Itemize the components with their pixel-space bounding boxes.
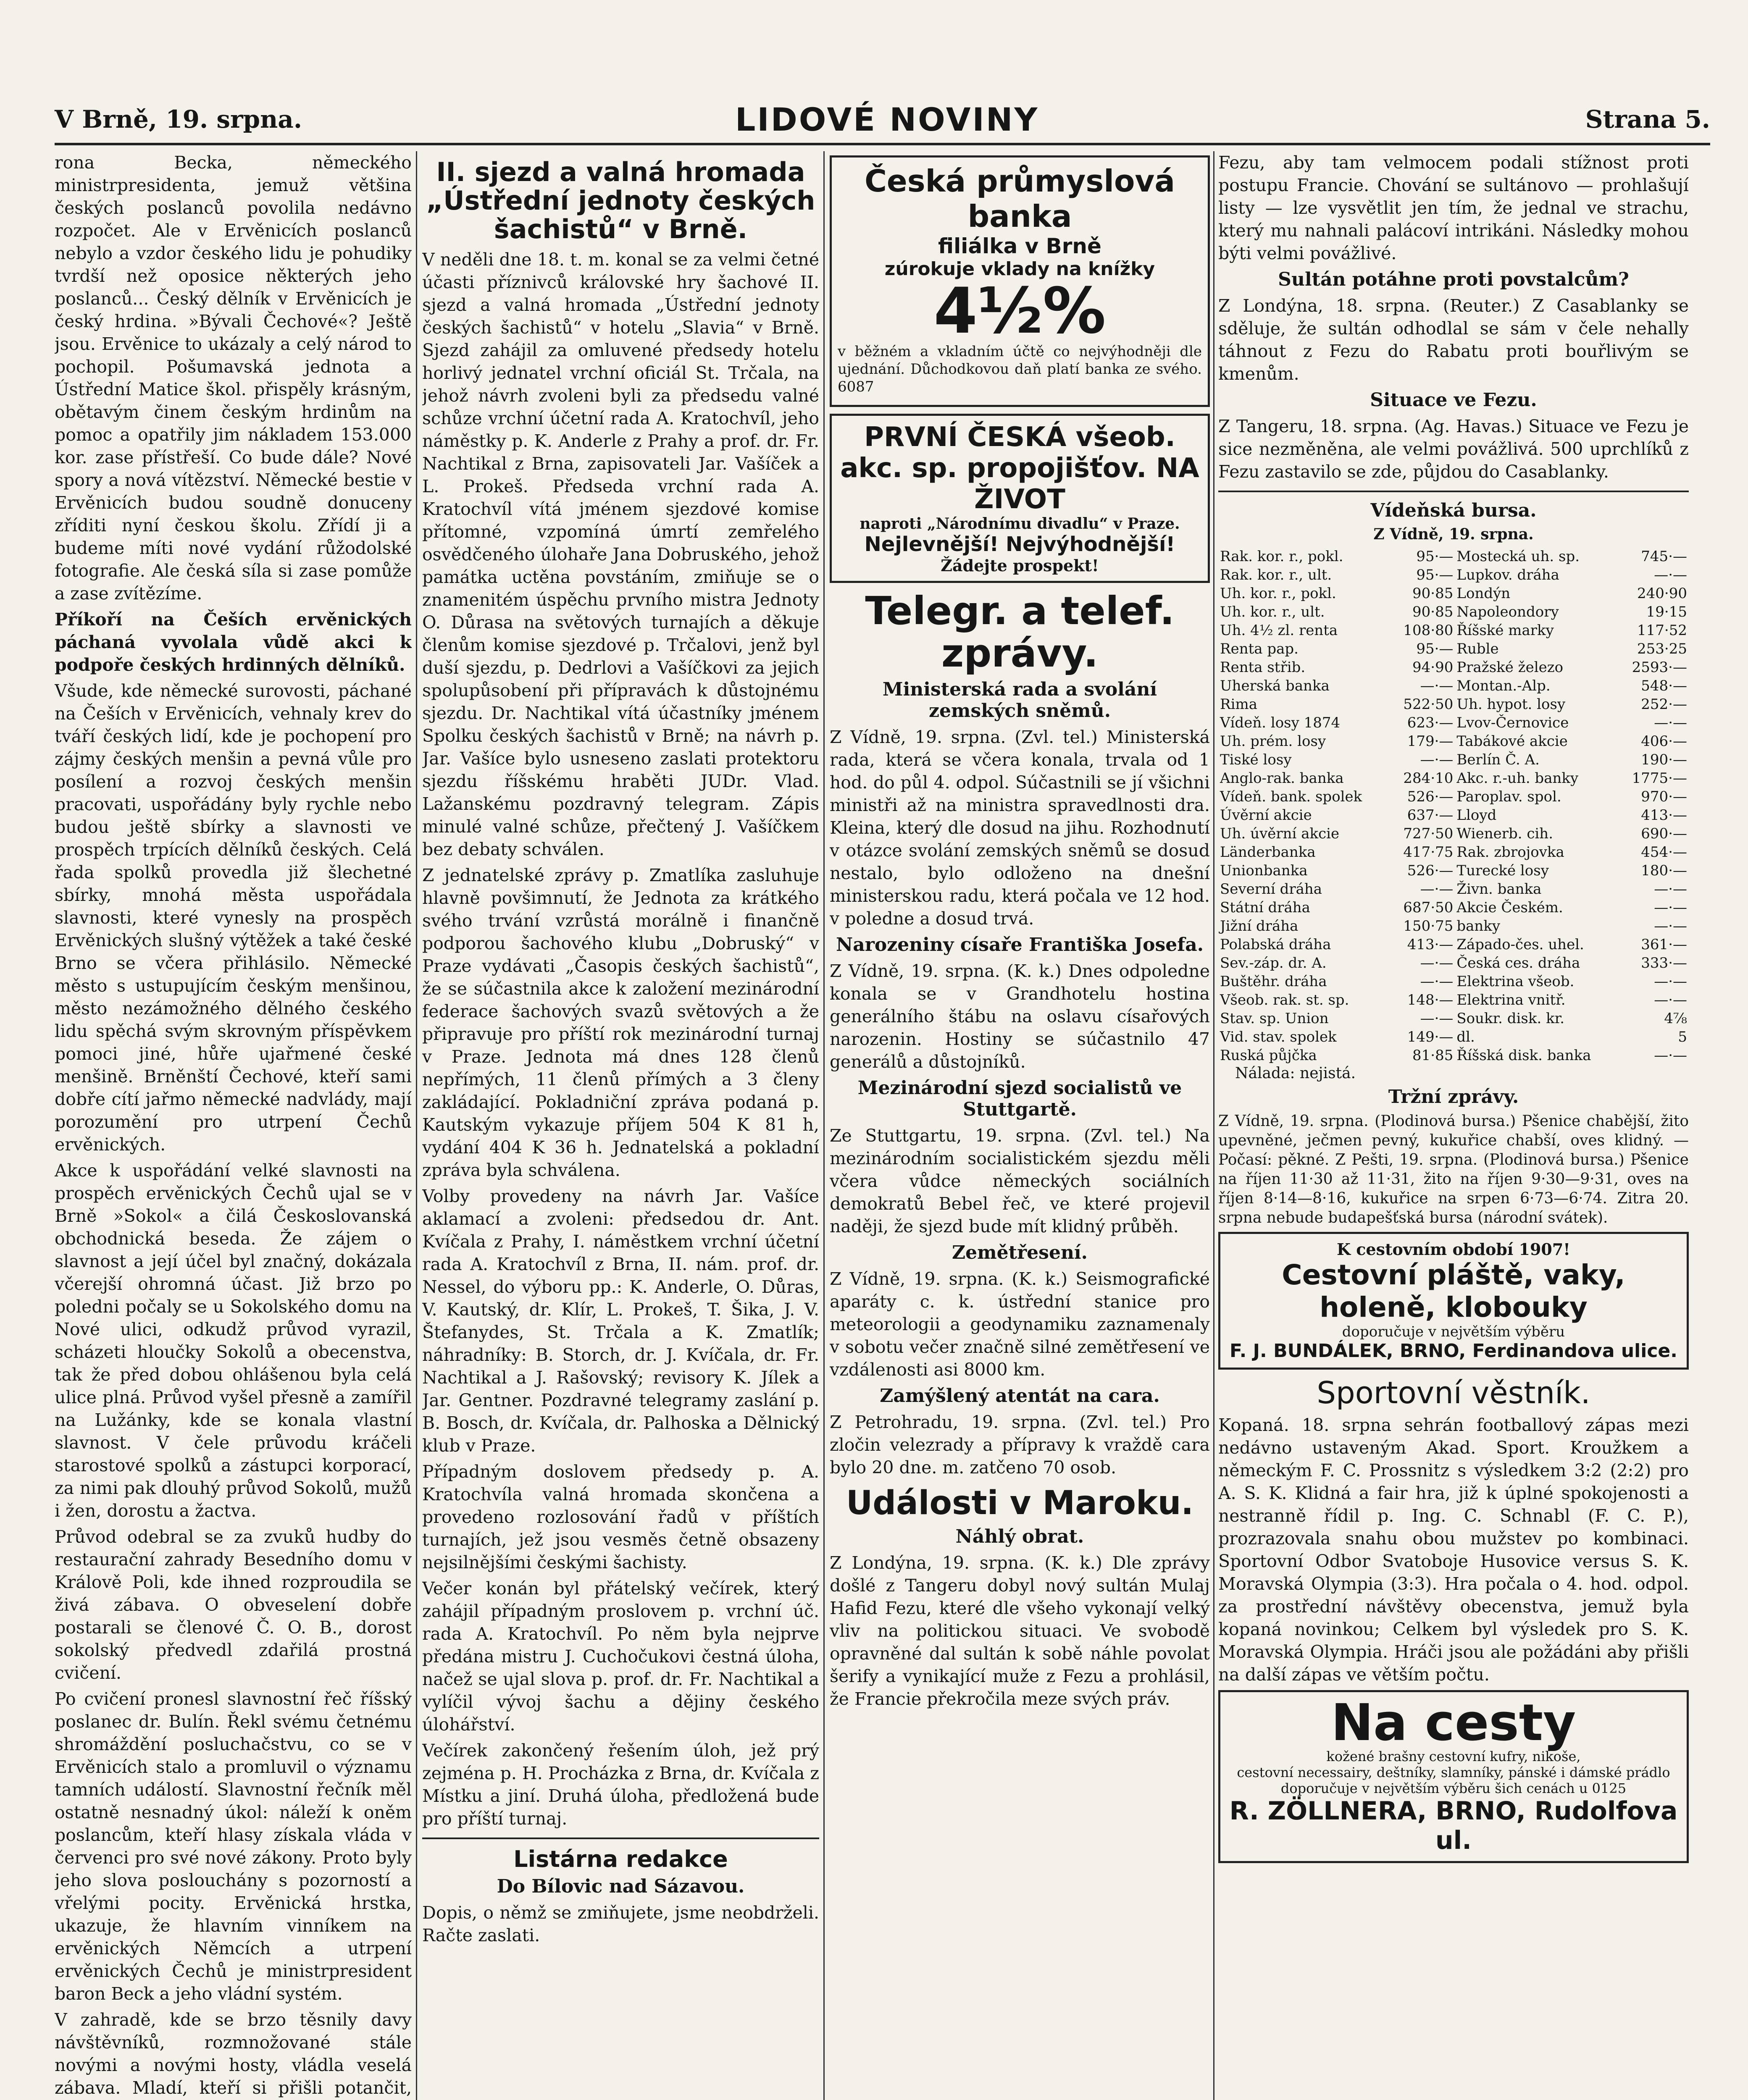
bursa-cell: Rak. kor. r., pokl. (1220, 548, 1343, 565)
bursa-cell: 454·— (1641, 844, 1687, 861)
article-paragraph: Z Vídně, 19. srpna. (Zvl. tel.) Ministerská rada, která se včera konala, trvala od 1 hod. do půl 4. odpol. Súčastnili se jí všichni ministři až na ministra spravedlnosti dra. Kleina, který dle dosud na jihu. Rozhodnutí v otázce svolání zemských sněmů se dosud nestalo, bylo odloženo na dnešní ministerskou radu, která počala ve 12 hod. v poledne a dosud trvá. (830, 727, 1210, 929)
bursa-cell: 190·— (1641, 751, 1687, 768)
bursa-row (1218, 1028, 1689, 1046)
coat-main: Cestovní pláště, vaky, holeně, klobouky (1282, 1259, 1625, 1323)
bursa-row (1218, 935, 1689, 954)
bursa-row (1218, 954, 1689, 972)
insurance-advert (830, 414, 1210, 583)
bursa-row (1218, 991, 1689, 1009)
bursa-cell: 284·10 (1403, 770, 1454, 787)
bursa-row (1218, 547, 1689, 566)
article-paragraph: Průvod odebral se za zvuků hudby do restaurační zahrady Besedního domu v Králově Poli, kde ihned rozproudila se živá zábava. O obveselení dobře postarali se členové Č. O. B., dorost sokolský předvedl zdařilá prostná cvičení. (55, 1527, 412, 1683)
bursa-cell: Wienerb. cih. (1456, 825, 1553, 842)
bursa-row (1218, 732, 1689, 751)
bursa-row (1218, 603, 1689, 621)
bursa-cell: Říšské marky (1456, 622, 1554, 639)
bursa-cell: 637·— (1407, 807, 1454, 824)
bursa-cell: Sev.-záp. dr. A. (1220, 955, 1327, 971)
sport-title: Sportovní věstník. (1317, 1375, 1590, 1410)
bursa-cell: 361·— (1641, 936, 1687, 953)
bursa-cell: 240·90 (1637, 585, 1687, 602)
bursa-cell: Uh. kor. r., ult. (1220, 604, 1325, 620)
bursa-cell: Ruská půjčka (1220, 1047, 1317, 1064)
bursa-row (1218, 751, 1689, 769)
section-subtitle: Zamýšlený atentát na cara. (880, 1385, 1160, 1407)
bursa-row (1218, 695, 1689, 714)
listarna-text: Dopis, o němž se zmiňujete, jsme neobdrželi. Račte zaslati. (422, 1902, 819, 1945)
bursa-cell: 94·90 (1412, 659, 1454, 676)
bursa-cell: Länderbanka (1220, 844, 1316, 861)
bursa-cell: Berlín Č. A. (1456, 751, 1540, 768)
listarna-title: Listárna redakce (513, 1845, 728, 1872)
bursa-cell: —·— (1654, 881, 1687, 898)
page-number: Strana 5. (1585, 105, 1710, 134)
article-paragraph: Večer konán byl přátelský večírek, který zahájil případným proslovem p. vrchní úč. rada A. Kratochvíl. Po něm byla nejprve předána mistru J. Cuchočukovi čestná úloha, načež se ujal slova p. prof. dr. Fr. Nachtikal a vylíčil vývoj šachu a dějiny českého úlohářství. (422, 1578, 819, 1735)
bursa-cell: 179·— (1407, 733, 1454, 750)
bursa-cell: 417·75 (1403, 844, 1454, 861)
insurance-request: Žádejte prospekt! (941, 556, 1099, 575)
bursa-cell: 252·— (1641, 696, 1687, 713)
bursa-cell: Lloyd (1456, 807, 1497, 824)
bursa-row (1218, 621, 1689, 640)
bursa-row (1218, 972, 1689, 991)
bursa-cell: Uh. hypot. losy (1456, 696, 1566, 713)
bursa-cell: Uh. kor. r., pokl. (1220, 585, 1336, 602)
page-header (55, 97, 1710, 145)
bursa-cell: 727·50 (1403, 825, 1454, 842)
bursa-cell: 95·— (1416, 567, 1454, 583)
bursa-cell: Česká ces. dráha (1456, 955, 1580, 971)
coat-firm: F. J. BUNDÁLEK, BRNO, Ferdinandova ulice. (1230, 1340, 1677, 1362)
bursa-row (1218, 806, 1689, 824)
bank-line: zúrokuje vklady na knížky (884, 258, 1155, 280)
header-dateline: V Brně, 19. srpna. (55, 105, 302, 134)
bursa-cell: 95·— (1416, 548, 1454, 565)
column-4 (1218, 151, 1689, 2100)
bursa-cell: 19·15 (1646, 604, 1687, 620)
bursa-cell: Všeob. rak. st. sp. (1220, 992, 1349, 1008)
bursa-cell: Uh. 4½ zl. renta (1220, 622, 1338, 639)
bursa-cell: —·— (1420, 973, 1454, 990)
bursa-row (1218, 788, 1689, 806)
column-rule (1213, 151, 1214, 2100)
bursa-cell: Vídeň. bank. spolek (1220, 788, 1362, 805)
bursa-row (1218, 880, 1689, 898)
coat-top: K cestovním období 1907! (1337, 1240, 1570, 1259)
article-paragraph: Večírek zakončený řešením úloh, jež prý zejména p. H. Procházka z Brna, dr. Kvíčala z Místku a jiní. Druhá úloha, předložená bude pro příští turnaj. (422, 1740, 819, 1829)
bank-rate: 4½% (933, 275, 1106, 348)
article-paragraph: Z Tangeru, 18. srpna. (Ag. Havas.) Situace ve Fezu je sice nezměněna, ale velmi povážlivá. 500 uprchlíků z Fezu zastavilo se zde, půjdou do Casablanky. (1218, 416, 1689, 482)
bursa-cell: Severní dráha (1220, 881, 1322, 898)
article-paragraph: Volby provedeny na návrh Jar. Vašíce aklamací a zvoleni: předsedou dr. Ant. Kvíčala z Prahy, I. náměstkem vrchní účetní rada A. Kratochvíl z Brna, II. nám. prof. dr. Nessel, do výboru pp.: K. Anderle, O. Důras, V. Kautský, dr. Klír, L. Prokeš, T. Šika, J. V. Štefanydes, St. Trčala a K. Zmatlík; náhradníky: B. Storch, dr. J. Kvíčala, dr. Fr. Nachtikal a J. Rašovský; revisory K. Jílek a Jar. Gentner. Pozdravné telegramy zaslání p. B. Bosch, dr. Kvíčala, dr. Palhoska a Dělnický klub v Praze. (422, 1186, 819, 1456)
article-paragraph: Fezu, aby tam velmocem podali stížnost proti postupu Francie. Chování se sultánovo — prohlašují listy — lze vysvětlit jen tím, že jednal ve strachu, který mu nahnali palácoví intrikáni. Následky mohou býti velmi povážlivé. (1218, 152, 1689, 263)
bursa-cell: Unionbanka (1220, 862, 1308, 879)
bursa-row (1218, 861, 1689, 880)
bursa-cell: Montan.-Alp. (1456, 677, 1551, 694)
bursa-cell: Rak. zbrojovka (1456, 844, 1564, 861)
bursa-date: Z Vídně, 19. srpna. (1373, 525, 1534, 543)
bursa-cell: 148·— (1407, 992, 1454, 1008)
bursa-cell: —·— (1420, 751, 1454, 768)
bursa-row (1218, 566, 1689, 584)
article-paragraph: V zahradě, kde se brzo těsnily davy návštěvníků, rozmnožované stále novými a novými hosty, vládla veselá zábava. Mladí, kteří si přišli potančit, (55, 2010, 412, 2098)
bursa-row (1218, 898, 1689, 917)
divider (1218, 491, 1689, 492)
bursa-cell: —·— (1420, 677, 1454, 694)
bank-title: Česká průmyslová banka (865, 163, 1175, 234)
travel-title: Na cesty (1331, 1694, 1576, 1753)
bursa-cell: 333·— (1641, 955, 1687, 971)
listarna-subtitle: Do Bílovic nad Sázavou. (497, 1875, 745, 1897)
bursa-cell: 81·85 (1412, 1047, 1454, 1064)
article-paragraph: Z Vídně, 19. srpna. (K. k.) Seismografické aparáty c. k. ústřední stanice pro meteorologii a geodynamiku zaznamenaly v sobotu večer značně silné zemětřesení ve vzdálenosti asi 8000 km. (830, 1269, 1210, 1380)
bursa-cell: 180·— (1641, 862, 1687, 879)
trzni-title: Tržní zprávy. (1388, 1086, 1519, 1108)
bursa-cell: Ruble (1456, 640, 1499, 657)
article-paragraph: Příkoří na Češích ervěnických páchaná vyvolala vůdě akci k podpoře českých hrdinných dělníků. (55, 609, 412, 675)
bursa-cell: 4⅞ (1664, 1010, 1687, 1027)
bursa-cell: Rima (1220, 696, 1257, 713)
bursa-cell: 522·50 (1403, 696, 1454, 713)
bursa-cell: 526·— (1407, 788, 1454, 805)
bursa-row (1218, 714, 1689, 732)
chess-article-title: II. sjezd a valná hromada „Ústřední jednoty českých šachistů“ v Brně. (426, 157, 815, 245)
article-paragraph: Případným doslovem předsedy p. A. Kratochvíla valná hromada skončena a provedeno rozlosování řadů v příštích turnajích, jež jsou vesměs četně obsazeny nejsilnějšími českými šachisty. (422, 1461, 819, 1572)
bursa-cell: —·— (1420, 955, 1454, 971)
bursa-cell: Mostecká uh. sp. (1456, 548, 1580, 565)
column-rule (416, 151, 417, 2100)
bursa-cell: —·— (1654, 714, 1687, 731)
bursa-cell: Uherská banka (1220, 677, 1330, 694)
bursa-cell: Renta střib. (1220, 659, 1306, 676)
bursa-cell: —·— (1654, 567, 1687, 583)
bursa-cell: —·— (1654, 1047, 1687, 1064)
bursa-cell: 2593·— (1632, 659, 1687, 676)
sport-text: Kopaná. 18. srpna sehrán footballový zápas mezi nedávno ustaveným Akad. Sport. Kroužkem a německým F. C. Prossnitz s výsledkem 3:2 (2:2) pro A. S. K. Klidná a fair hra, již k úplné spokojenosti a nestranně řídil p. Ing. C. Schnabl (F. C. P.), prozrazovala snahu obou mužstev po kombinaci. Sportovní Odbor Svatoboje Husovice versus S. K. Moravská Olympia (3:3). Hra počala o 4. hod. odpol. za prostřední návštěvy obecenstva, jemuž byla kopaná novinkou; Celkem byl výsledek pro S. K. Moravská Olympia. Hráči jsou ale požádáni aby přišli na další zápas ve větším počtu. (1218, 1415, 1689, 1685)
section-subtitle: Narozeniny císaře Františka Josefa. (836, 934, 1204, 956)
column-rule (823, 151, 825, 2100)
bursa-cell: 690·— (1641, 825, 1687, 842)
bursa-cell: 253·25 (1637, 640, 1687, 657)
bursa-row (1218, 824, 1689, 843)
bursa-cell: Renta pap. (1220, 640, 1299, 657)
bursa-cell: Tiské losy (1220, 751, 1292, 768)
bursa-cell: —·— (1654, 918, 1687, 934)
bursa-row (1218, 769, 1689, 788)
article-paragraph: Z Petrohradu, 19. srpna. (Zvl. tel.) Pro zločin velezrady a přípravy k vraždě cara bylo 20 dne. m. zatčeno 70 osob. (830, 1412, 1210, 1478)
bursa-cell: Říšská disk. banka (1456, 1047, 1591, 1064)
section-subtitle: Sultán potáhne proti povstalcům? (1278, 269, 1629, 290)
bursa-cell: Londýn (1456, 585, 1511, 602)
bursa-row (1218, 843, 1689, 861)
bursa-row (1218, 1046, 1689, 1065)
bursa-cell: 623·— (1407, 714, 1454, 731)
bursa-cell: banky (1456, 918, 1501, 934)
column-2 (422, 151, 819, 2100)
bursa-cell: —·— (1654, 992, 1687, 1008)
article-paragraph: Všude, kde německé surovosti, páchané na Češích v Ervěnicích, vehnaly krev do tváří českých lidí, kde je pochopení pro zájmy českých menšin a pevná vůle pro posílení a rozvoj českých menšin pracovati, uspořádány byly rychle nebo budou ještě sbírky a slavnosti ve prospěch trpících dělníků českých. Celá řada spolků provedla již šlechetné sbírky, mnohá města uspořádala slavnosti, které vynesly na prospěch Ervěnických slušný výtěžek a také české Brno se včera přihlásilo. Německé město s ustupujícím českým menšinou, město nezámožného dělného českého lidu spěchá svým skrovným příspěvkem pomoci jiné, hůře ujařmené české menšině. Brněnští Čechové, kteří sami dobře cítí jařmo německé nadvlády, mají porozumění pro utrpení Čechů ervěnických. (55, 681, 412, 1155)
bursa-cell: Napoleondory (1456, 604, 1559, 620)
travel-text: cestovní necessairy, deštníky, slamníky, pánské i dámské prádlo doporučuje v největším výběru šich cenách u 0125 (1237, 1764, 1670, 1797)
bursa-cell: Úvěrní akcie (1220, 807, 1312, 824)
bursa-cell: 548·— (1641, 677, 1687, 694)
bursa-cell: 5 (1678, 1029, 1687, 1045)
bursa-title: Vídeňská bursa. (1370, 500, 1537, 521)
bursa-cell: Jižní dráha (1220, 918, 1299, 934)
bursa-row (1218, 677, 1689, 695)
bursa-cell: Vid. stav. spolek (1220, 1029, 1337, 1045)
coat-line: doporučuje v největším výběru (1342, 1323, 1565, 1340)
bursa-cell: 108·80 (1403, 622, 1454, 639)
maroko-title: Události v Maroku. (846, 1484, 1194, 1522)
bursa-note: Nálada: nejistá. (1235, 1065, 1356, 1082)
bursa-cell: 526·— (1407, 862, 1454, 879)
section-subtitle: Zemětřesení. (952, 1242, 1088, 1264)
bursa-cell: 95·— (1416, 640, 1454, 657)
article-paragraph: Ze Stuttgartu, 19. srpna. (Zvl. tel.) Na mezinárodním socialistickém sjezdu měli včera vůdce německých sociálních demokratů Bebel řeč, ve které projevil naději, že sjezd bude mít klidný průběh. (830, 1126, 1210, 1237)
maroko-subtitle: Náhlý obrat. (955, 1526, 1084, 1548)
article-paragraph: Z Londýna, 19. srpna. (K. k.) Dle zprávy došlé z Tangeru dobyl nový sultán Mulaj Hafid Fezu, které dle všeho vykonají velký vliv na politickou situaci. Ve svobodě opravněné dal sultán k sobě náhle povolat šerify a vynikající muže z Fezu a prohlásil, že Francie překročila meze svých práv. (830, 1553, 1210, 1709)
column-1 (55, 151, 412, 2100)
bursa-cell: Tabákové akcie (1456, 733, 1568, 750)
bursa-cell: Anglo-rak. banka (1220, 770, 1344, 787)
bursa-cell: 90·85 (1412, 604, 1454, 620)
bursa-cell: Polabská dráha (1220, 936, 1331, 953)
bursa-cell: Živn. banka (1456, 881, 1542, 898)
bursa-cell: Lvov-Černovice (1456, 714, 1569, 731)
insurance-slogan: Nejlevnější! Nejvýhodnější! (864, 533, 1175, 556)
article-paragraph: Z Londýna, 18. srpna. (Reuter.) Z Casablanky se sděluje, že sultán odhodlal se sám v čele nehally táhnout z Fezu do Rabatu proti bouřlivým se kmenům. (1218, 296, 1689, 384)
bursa-cell: 149·— (1407, 1029, 1454, 1045)
column-3 (830, 151, 1210, 2100)
bursa-cell: 413·— (1407, 936, 1454, 953)
bursa-cell: 970·— (1641, 788, 1687, 805)
travel-firm: R. ZÖLLNERA, BRNO, Rudolfova ul. (1229, 1796, 1678, 1856)
article-paragraph: rona Becka, německého ministrpresidenta, jemuž většina českých poslanců povolila nedávno rozpočet. Ale v Ervěnicích poslanců nebylo a vzdor českého lidu je pohudiky tvrdší než oposice některých jeho poslanců... Český dělník v Ervěnicích je český hrdina. »Bývali Čechové«? Ještě jsou. Ervěnice to ukázaly a celý národ to pochopil. Pošumavská jednota a Ústřední Matice škol. přispěly krásným, obětavým činem českým hrdinům na pomoc a opatřily jim nákladem 153.000 kor. zase přístřeší. Co bude dále? Nové spory a nová vítězství. Německé bestie v Ervěnicích budou soudně donuceny zříditi nyní českou školu. Zřídí ji a budeme míti nové vydání růžodolské fotografie. Ale česká síla si zase pomůže a zase zvítězíme. (55, 152, 412, 604)
article-paragraph: Z Vídně, 19. srpna. (K. k.) Dnes odpoledne konala se v Grandhotelu hostina generálního štábu na oslavu císařových narozenin. Hostiny se súčastnilo 47 generálů a důstojníků. (830, 961, 1210, 1072)
bursa-cell: Rak. kor. r., ult. (1220, 567, 1332, 583)
insurance-line: naproti „Národnímu divadlu“ v Praze. (860, 515, 1180, 533)
travel-side: kožené brašny cestovní kufry, nikoše, (1326, 1748, 1581, 1765)
bursa-cell: Západo-čes. uhel. (1456, 936, 1584, 953)
article-paragraph: V neděli dne 18. t. m. konal se za velmi četné účasti příznivců královské hry šachové II. sjezd a valná hromada „Ústřední jednoty českých šachistů“ v hotelu „Slavia“ v Brně. Sjezd zahájil za omluvené předsedy hotelu horlivý jednatel vrchní oficiál St. Trčala, na jehož návrh zvoleni byli za předsedu valné schůze vrchní účetní rada A. Kratochvíl, jeho náměstky p. K. Anderle z Prahy a prof. dr. Fr. Nachtikal z Brna, zapisovateli Jar. Vašíček a L. Prokeš. Předseda vrchní rada A. Kratochvíl vítá jménem sjezdové komise přítomné, vzpomíná úmrtí zemřelého osvědčeného úlohaře Jana Dobruského, jehož památka uctěna povstáním, zmiňuje se o znamenitém úspěchu prvního mistra Jednoty O. Důrasa na světových turnajích a děkuje členům komise sjezdové p. Trčalovi, jenž byl duší sjezdu, p. Dedrlovi a Vašíčkovi za jejich spolupůsobení při přípravách k důstojnému sjezdu. Dr. Nachtikal vítá účastníky jménem Spolku českých šachistů v Brně; na návrh p. Jar. Vašíce bylo usneseno zaslati protektoru sjezdu říšskému hraběti JUDr. Vlad. Lažanskému pozdravný telegram. Zápis minulé valné schůze, přečtený J. Vašíčkem bez debaty schválen. (422, 249, 819, 859)
bursa-row (1218, 640, 1689, 658)
bursa-cell: Akcie Českém. (1456, 899, 1563, 916)
article-paragraph: Akce k uspořádání velké slavnosti na prospěch ervěnických Čechů ujal se v Brně »Sokol« a čilá Českoslovanská obchodnická beseda. Že zájem o slavnost a její účel byl značný, dokázala včerejší ohromná účast. Již brzo po poledni počaly se u Sokolského domu na Nové ulici, odkudž průvod vyrazil, scházeti hloučky Sokolů a obecenstva, tak že před dobou ohlášenou byla celá ulice plná. Průvod vyšel přesně a zamířil na Lužánky, kde se konala vlastní slavnost. V čele průvodu kráčeli starostové spolků a zástupci korporací, za nimi pak dlouhý průvod Sokolů, mužů i žen, dorostu a žactva. (55, 1160, 412, 1521)
section-subtitle: Mezinárodní sjezd socialistů ve Stuttgartě. (857, 1077, 1182, 1121)
article-paragraph: Z jednatelské zprávy p. Zmatlíka zasluhuje hlavně povšimnutí, že Jednota za krátkého svého trvání vzrůstá morálně i finančně podporou šachového klubu „Dobruský“ v Praze vydávati „Časopis českých šachistů“, že se súčastnila akce k založení mezinárodní federace šachových svazů světových a že připravuje pro příští rok mezinárodní turnaj v Praze. Jednota má dnes 128 členů nepřímých, 11 členů přímých a 3 členy zakládající. Pokladniční zpráva podaná p. Kautským vykazuje příjem 504 K 81 h, vydání 404 K 36 h. Jednatelská a pokladní zpráva byla schválena. (422, 865, 819, 1180)
bursa-cell: Stav. sp. Union (1220, 1010, 1329, 1027)
bank-text: v běžném a vkladním účtě co nejvýhodněji dle ujednání. Důchodkovou daň platí banka ze svého. 6087 (838, 343, 1202, 395)
bursa-cell: Elektrina všeob. (1456, 973, 1575, 990)
bursa-cell: —·— (1420, 1010, 1454, 1027)
bursa-cell: Uh. úvěrní akcie (1220, 825, 1340, 842)
bursa-row (1218, 658, 1689, 677)
bursa-cell: Státní dráha (1220, 899, 1310, 916)
bursa-cell: Paroplav. spol. (1456, 788, 1561, 805)
masthead: LIDOVÉ NOVINY (735, 101, 1039, 138)
bursa-cell: —·— (1654, 899, 1687, 916)
bursa-cell: 117·52 (1637, 622, 1687, 639)
article-paragraph: Po cvičení pronesl slavnostní řeč říšský poslanec dr. Bulín. Řekl svému četnému shromáždění posluchačstvu, co se v Ervěnicích stalo a promluvil o významu tamních událostí. Slavnostní řečník měl ostatně nesnadný úkol: náleží k oněm poslancům, kteří hlasy získala vláda v červenci pro své nové zákony. Proto byly jeho slova poslouchány s pozorností a vřelými pocity. Ervěnická hrstka, ukazuje, že hlavním vinníkem na ervěnických Němcích a utrpení ervěnických Čechů je ministrpresident baron Beck a jeho vládní systém. (55, 1689, 412, 2004)
travel-advert (1218, 1690, 1689, 1863)
bursa-cell: Lupkov. dráha (1456, 567, 1559, 583)
bursa-cell: Elektrina vnitř. (1456, 992, 1566, 1008)
bursa-row (1218, 1009, 1689, 1028)
bursa-cell: 413·— (1641, 807, 1687, 824)
coat-advert (1218, 1232, 1689, 1370)
bursa-cell: Turecké losy (1456, 862, 1549, 879)
bursa-cell: —·— (1654, 973, 1687, 990)
divider (422, 1838, 819, 1839)
bursa-cell: Pražské železo (1456, 659, 1564, 676)
bursa-cell: Buštěhr. dráha (1220, 973, 1327, 990)
telegr-title: Telegr. a telef. zprávy. (865, 588, 1175, 676)
trzni-text: Z Vídně, 19. srpna. (Plodinová bursa.) Pšenice chabější, žito upevněné, ječmen pevný, kukuřice chabší, oves klidný. — Počasí: pěkné. Z Pešti, 19. srpna. (Plodinová bursa.) Pšenice na říjen 11·30 až 11·31, žito na říjen 9·30—9·31, oves na říjen 8·14—8·16, kukuřice na srpen 6·73—6·74. Zitra 20. srpna nebude budapešťská bursa (národní svátek). (1218, 1113, 1689, 1226)
bursa-cell: 745·— (1641, 548, 1687, 565)
bursa-cell: 687·50 (1403, 899, 1454, 916)
bursa-cell: 150·75 (1403, 918, 1454, 934)
bursa-cell: dl. (1456, 1029, 1475, 1045)
bursa-cell: 90·85 (1412, 585, 1454, 602)
bursa-cell: Vídeň. losy 1874 (1220, 714, 1341, 731)
bursa-table (1218, 547, 1689, 1065)
telegr-subtitle: Ministerská rada a svolání zemských sněmů. (882, 679, 1157, 722)
bank-advert (830, 155, 1210, 407)
bank-subtitle: filiálka v Brně (938, 234, 1101, 258)
section-subtitle: Situace ve Fezu. (1370, 389, 1537, 411)
bursa-cell: 406·— (1641, 733, 1687, 750)
bursa-cell: Uh. prém. losy (1220, 733, 1326, 750)
bursa-cell: —·— (1420, 881, 1454, 898)
bursa-row (1218, 917, 1689, 935)
insurance-title: PRVNÍ ČESKÁ všeob. akc. sp. propojišťov. NA ŽIVOT (840, 422, 1199, 515)
bursa-cell: Akc. r.-uh. banky (1456, 770, 1579, 787)
bursa-row (1218, 584, 1689, 603)
bursa-cell: 1775·— (1632, 770, 1687, 787)
bursa-cell: Soukr. disk. kr. (1456, 1010, 1565, 1027)
